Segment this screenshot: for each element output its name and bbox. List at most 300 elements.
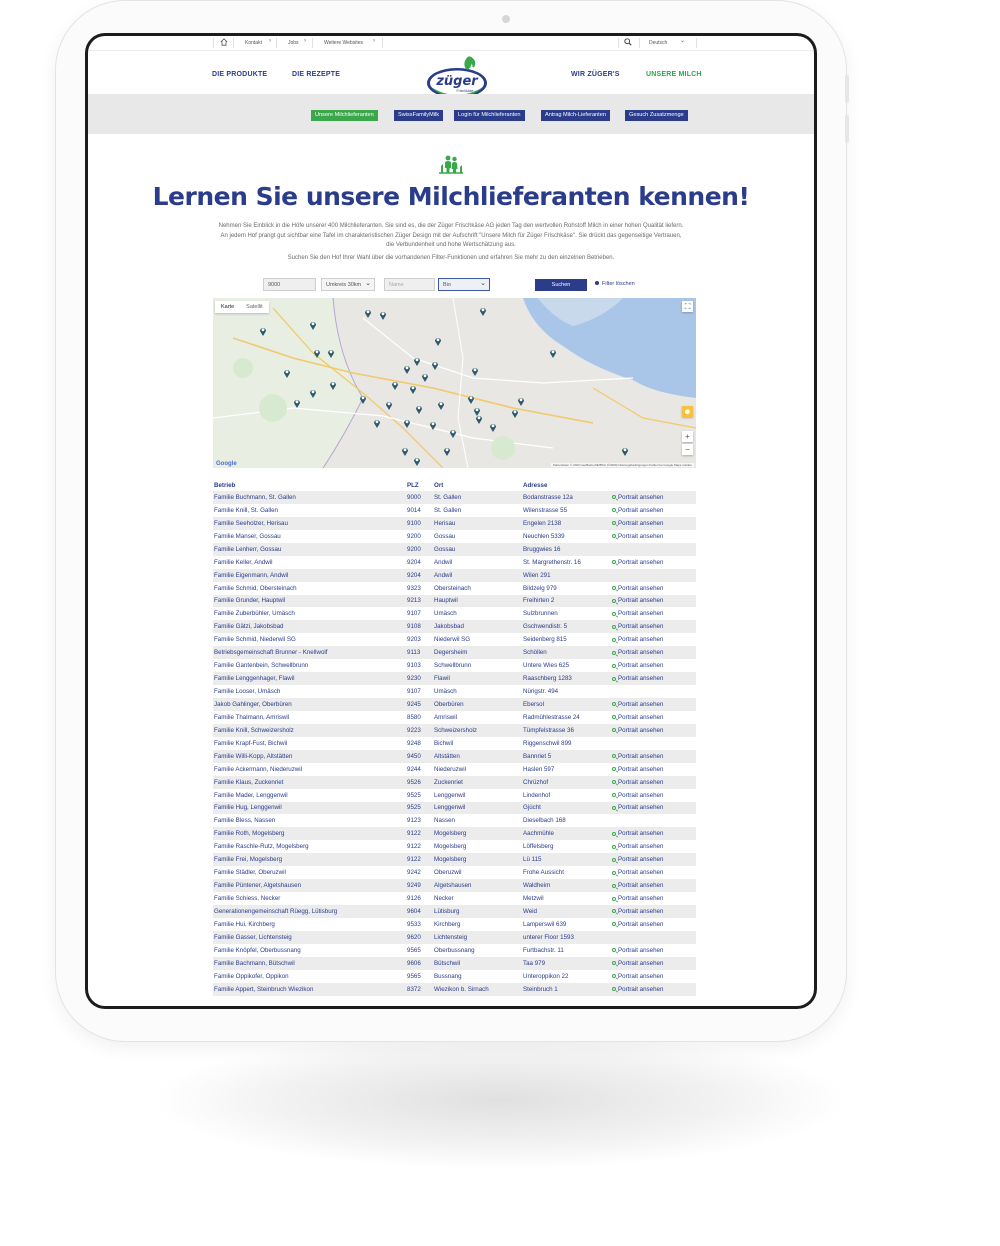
table-row — [213, 840, 696, 853]
cell-portrait[interactable] — [611, 607, 696, 620]
cell-ort: Altstätten — [433, 750, 522, 763]
zoom-in-icon[interactable]: + — [682, 431, 693, 442]
cell-plz: 9100 — [406, 517, 433, 530]
cell-betrieb[interactable]: Familie Püntener, Algetshausen — [213, 879, 406, 892]
header-plz[interactable]: PLZ — [407, 481, 419, 489]
radius-select[interactable]: Umkreis 30km ⌄ — [321, 278, 375, 291]
map-marker-icon[interactable] — [437, 400, 445, 410]
portrait-link[interactable]: Portrait ansehen — [618, 623, 664, 631]
subnav-login[interactable]: Login für Milchlieferanten — [454, 110, 525, 121]
subnav-swissfamilymilk[interactable]: SwissFamilyMilk — [394, 110, 443, 121]
topbar-link-kontakt[interactable]: Kontakt — [245, 40, 262, 46]
cell-adresse: Bannriet 5 — [522, 750, 611, 763]
cell-plz: 9107 — [407, 610, 421, 618]
magnifier-icon — [612, 651, 616, 655]
portrait-link[interactable]: Portrait ansehen — [618, 843, 664, 851]
cell-plz: 9126 — [407, 895, 421, 903]
cell-portrait[interactable] — [611, 672, 696, 685]
magnifier-icon — [612, 599, 616, 603]
cell-adresse: Frohe Aussicht — [523, 869, 564, 877]
cell-ort: St. Gallen — [433, 491, 522, 504]
google-logo: Google — [216, 461, 237, 467]
cell-betrieb[interactable]: Familie Schmid, Niederwil SG — [214, 636, 296, 644]
magnifier-icon — [612, 832, 616, 836]
portrait-link[interactable]: Portrait ansehen — [618, 856, 664, 864]
type-select[interactable]: Bio ⌄ — [438, 278, 490, 291]
portrait-link[interactable]: Portrait ansehen — [618, 493, 664, 501]
map-marker-icon[interactable] — [385, 400, 393, 410]
portrait-link[interactable]: Portrait ansehen — [618, 920, 664, 928]
map[interactable] — [213, 298, 696, 468]
map-marker-icon[interactable] — [409, 384, 417, 394]
portrait-link[interactable]: Portrait ansehen — [618, 946, 664, 954]
cell-portrait[interactable] — [611, 944, 696, 957]
cell-betrieb[interactable]: Jakob Gahlinger, Oberbüren — [213, 698, 406, 711]
cell-plz: 9223 — [406, 724, 433, 737]
cell-plz: 9249 — [406, 879, 433, 892]
header-ort[interactable]: Ort — [434, 481, 444, 489]
cell-betrieb[interactable]: Familie Klaus, Zuckenriet — [213, 776, 406, 789]
farmers-icon — [438, 154, 464, 174]
cell-portrait — [611, 685, 696, 698]
portrait-link[interactable]: Portrait ansehen — [618, 610, 664, 618]
cell-plz: 9123 — [407, 817, 421, 825]
streetview-pegman-icon[interactable]: ☻ — [683, 407, 692, 416]
cell-plz: 8580 — [407, 713, 421, 721]
map-marker-icon[interactable] — [293, 398, 301, 408]
cell-betrieb[interactable]: Familie Hui, Kirchberg — [214, 920, 275, 928]
table-header-row — [213, 479, 696, 491]
magnifier-icon — [612, 560, 616, 564]
portrait-link[interactable]: Portrait ansehen — [618, 700, 664, 708]
table-row — [213, 983, 696, 996]
cell-betrieb[interactable]: Familie Krapf-Fust, Bichwil — [214, 739, 288, 747]
portrait-link[interactable]: Portrait ansehen — [618, 726, 664, 734]
cell-ort: Oberbussnang — [434, 946, 475, 954]
cell-adresse: Taa 979 — [522, 957, 611, 970]
cell-portrait[interactable] — [611, 840, 696, 853]
map-marker-icon[interactable] — [309, 388, 317, 398]
cell-portrait[interactable] — [611, 879, 696, 892]
cell-ort: Andwil — [434, 558, 453, 566]
table-row — [213, 879, 696, 892]
table-row — [213, 685, 696, 698]
cell-ort: Bussnang — [434, 972, 462, 980]
table-row — [213, 892, 696, 905]
magnifier-icon — [612, 702, 616, 706]
cell-ort: Umäsch — [434, 610, 457, 618]
cell-plz: 9244 — [407, 765, 421, 773]
cell-portrait[interactable] — [611, 866, 696, 879]
portrait-link[interactable]: Portrait ansehen — [618, 830, 664, 838]
cell-betrieb[interactable]: Familie Looser, Umäsch — [214, 688, 281, 696]
utility-bar — [88, 36, 814, 51]
portrait-link[interactable]: Portrait ansehen — [618, 985, 664, 993]
table-row — [213, 530, 696, 543]
nav-wir-zuegers[interactable]: WIR ZÜGER'S — [571, 71, 620, 78]
cell-ort: Oberuzwil — [434, 869, 462, 877]
search-icon[interactable] — [624, 38, 632, 45]
portrait-link[interactable]: Portrait ansehen — [618, 882, 664, 890]
map-canvas[interactable] — [213, 298, 696, 468]
portrait-link[interactable]: Portrait ansehen — [618, 675, 664, 683]
map-marker-icon[interactable] — [549, 348, 557, 358]
cell-ort: Lütisburg — [433, 905, 522, 918]
cell-betrieb[interactable]: Familie Roth, Mogelsberg — [213, 827, 406, 840]
cell-betrieb[interactable]: Familie Gätzi, Jakobsbad — [213, 620, 406, 633]
cell-plz: 9565 — [407, 972, 421, 980]
map-marker-icon[interactable] — [403, 364, 411, 374]
portrait-link[interactable]: Portrait ansehen — [618, 972, 664, 980]
cell-portrait[interactable] — [611, 530, 696, 543]
cell-betrieb[interactable]: Familie Appert, Steinbruch Wiezikon — [213, 983, 406, 996]
table-row — [213, 763, 696, 776]
magnifier-icon — [612, 612, 616, 616]
cell-betrieb[interactable]: Familie Thalmann, Amriswil — [214, 713, 290, 721]
language-select[interactable]: Deutsch — [649, 40, 668, 46]
cell-plz: 9200 — [406, 543, 433, 556]
cell-plz: 9525 — [406, 802, 433, 815]
cell-portrait[interactable] — [611, 595, 696, 608]
cell-plz: 9113 — [406, 646, 433, 659]
magnifier-icon — [612, 767, 616, 771]
cell-portrait[interactable] — [611, 957, 696, 970]
cell-ort: Lenggenwil — [434, 791, 466, 799]
portrait-link[interactable]: Portrait ansehen — [618, 804, 664, 812]
cell-portrait[interactable] — [611, 853, 696, 866]
cell-portrait[interactable] — [611, 504, 696, 517]
portrait-link[interactable]: Portrait ansehen — [618, 907, 664, 915]
map-marker-icon[interactable] — [379, 310, 387, 320]
header-betrieb[interactable]: Betrieb — [214, 481, 236, 489]
topbar-link-jobs[interactable]: Jobs — [288, 40, 299, 46]
cell-ort: Andwil — [433, 569, 522, 582]
cell-betrieb[interactable]: Familie Seeholzer, Herisau — [213, 517, 406, 530]
portrait-link[interactable]: Portrait ansehen — [618, 584, 664, 592]
magnifier-icon — [612, 961, 616, 965]
cell-portrait[interactable] — [611, 918, 696, 931]
cell-portrait[interactable] — [611, 892, 696, 905]
portrait-link[interactable]: Portrait ansehen — [618, 713, 664, 721]
magnifier-icon — [612, 754, 616, 758]
magnifier-icon — [612, 586, 616, 590]
map-tab-karte[interactable]: Karte — [221, 304, 235, 310]
cell-ort: Schwellbrunn — [434, 662, 472, 670]
cell-portrait[interactable] — [611, 582, 696, 595]
cell-portrait[interactable] — [611, 646, 696, 659]
cell-betrieb[interactable]: Familie Knill, St. Gallen — [214, 506, 278, 514]
main-nav — [88, 51, 814, 96]
map-marker-icon[interactable] — [401, 446, 409, 456]
cell-portrait — [611, 737, 696, 750]
map-marker-icon[interactable] — [309, 320, 317, 330]
nav-unsere-milch[interactable]: UNSERE MILCH — [646, 71, 702, 78]
map-marker-icon[interactable] — [391, 380, 399, 390]
table-row — [213, 931, 696, 944]
cell-adresse: Unteroppikon 22 — [523, 972, 569, 980]
magnifier-icon — [612, 780, 616, 784]
magnifier-icon — [612, 638, 616, 642]
cell-portrait[interactable] — [611, 491, 696, 504]
table-row — [213, 866, 696, 879]
cell-portrait[interactable] — [611, 659, 696, 672]
cell-portrait[interactable] — [611, 983, 696, 996]
zoom-out-icon[interactable]: − — [682, 444, 693, 455]
search-button[interactable]: Suchen — [535, 279, 587, 291]
map-marker-icon[interactable] — [475, 414, 483, 424]
cell-betrieb[interactable]: Familie Frei, Mogelsberg — [213, 853, 406, 866]
map-attribution: Kartendaten © 2022 GeoBasis-DE/BKG (©2009) Nutzungsbedingungen Fehler bei Google Maps melden — [552, 463, 692, 467]
cell-betrieb[interactable]: Familie Knöpfel, Oberbussnang — [214, 946, 301, 954]
portrait-link[interactable]: Portrait ansehen — [618, 791, 664, 799]
cell-adresse: Lamperswil 639 — [523, 920, 567, 928]
cell-portrait[interactable] — [611, 556, 696, 569]
name-input[interactable]: Name — [384, 278, 435, 291]
cell-adresse: Furtbachstr. 11 — [523, 946, 564, 954]
cell-adresse: Wilen 291 — [522, 569, 611, 582]
magnifier-icon — [612, 858, 616, 862]
cell-betrieb[interactable]: Familie Bachmann, Bütschwil — [213, 957, 406, 970]
portrait-link[interactable]: Portrait ansehen — [618, 519, 664, 527]
cell-adresse: unterer Floor 1593 — [522, 931, 611, 944]
cell-adresse: Metzwil — [523, 895, 544, 903]
cell-portrait[interactable] — [611, 698, 696, 711]
map-marker-icon[interactable] — [431, 360, 439, 370]
clear-filter-link[interactable]: Filter löschen — [595, 281, 635, 287]
cell-betrieb[interactable]: Familie Städler, Oberuzwil — [214, 869, 286, 877]
table-row — [213, 711, 696, 724]
map-marker-icon[interactable] — [329, 380, 337, 390]
cell-betrieb[interactable]: Familie Eigenmann, Andwil — [213, 569, 406, 582]
cell-ort: Bütschwil — [433, 957, 522, 970]
nav-die-rezepte[interactable]: DIE REZEPTE — [292, 71, 341, 78]
cell-betrieb[interactable]: Familie Keller, Andwil — [214, 558, 273, 566]
map-marker-icon[interactable] — [449, 428, 457, 438]
table-row — [213, 814, 696, 827]
map-marker-icon[interactable] — [415, 404, 423, 414]
cell-portrait — [611, 569, 696, 582]
subnav-unsere-milchlieferanten[interactable]: Unsere Milchlieferanten — [311, 110, 378, 121]
cell-ort: Oberbüren — [433, 698, 522, 711]
cell-portrait[interactable] — [611, 802, 696, 815]
cell-plz: 9122 — [406, 853, 433, 866]
portrait-link[interactable]: Portrait ansehen — [618, 597, 664, 605]
cell-ort: Bichwil — [434, 739, 454, 747]
clear-icon — [595, 281, 599, 285]
map-marker-icon[interactable] — [413, 356, 421, 366]
map-marker-icon[interactable] — [434, 336, 442, 346]
map-marker-icon[interactable] — [511, 408, 519, 418]
cell-plz: 9565 — [407, 946, 421, 954]
cell-betrieb[interactable]: Familie Knill, Schweizersholz — [213, 724, 406, 737]
subnav-antrag[interactable]: Antrag Milch-Lieferanten — [541, 110, 610, 121]
cell-portrait[interactable] — [611, 763, 696, 776]
table-row — [213, 646, 696, 659]
cell-ort: Gossau — [433, 543, 522, 556]
magnifier-icon — [612, 534, 616, 538]
portrait-link[interactable]: Portrait ansehen — [618, 662, 664, 670]
cell-portrait[interactable] — [611, 711, 696, 724]
cell-betrieb[interactable]: Familie Mader, Lenggenwil — [214, 791, 288, 799]
map-marker-icon[interactable] — [517, 396, 525, 406]
cell-ort: Flawil — [433, 672, 522, 685]
plz-input[interactable]: 9000 — [263, 278, 316, 291]
cell-ort: Lenggenwil — [433, 802, 522, 815]
map-marker-icon[interactable] — [621, 446, 629, 456]
table-row — [213, 750, 696, 763]
cell-betrieb[interactable]: Familie Lenggenhager, Flawil — [213, 672, 406, 685]
portrait-link[interactable]: Portrait ansehen — [618, 532, 664, 540]
cell-plz: 9604 — [406, 905, 433, 918]
chevron-right-icon: › — [304, 38, 306, 44]
magnifier-icon — [612, 987, 616, 991]
map-marker-icon[interactable] — [403, 418, 411, 428]
cell-adresse: Radmühlestrasse 24 — [523, 713, 580, 721]
cell-plz: 9230 — [406, 672, 433, 685]
cell-portrait[interactable] — [611, 905, 696, 918]
portrait-link[interactable]: Portrait ansehen — [618, 506, 664, 514]
cell-betrieb[interactable]: Familie Schiess, Necker — [214, 895, 281, 903]
supplier-table — [213, 479, 696, 996]
table-row — [213, 556, 696, 569]
table-row — [213, 724, 696, 737]
portrait-link[interactable]: Portrait ansehen — [618, 765, 664, 773]
map-marker-icon[interactable] — [429, 420, 437, 430]
cell-betrieb[interactable]: Familie Schmid, Obersteinach — [214, 584, 297, 592]
cell-plz: 9122 — [406, 827, 433, 840]
portrait-link[interactable]: Portrait ansehen — [618, 636, 664, 644]
cell-plz: 9204 — [406, 569, 433, 582]
subnav-gesuch[interactable]: Gesuch Zusatzmenge — [625, 110, 688, 121]
cell-betrieb[interactable]: Betriebsgemeinschaft Brunner - Knellwolf — [213, 646, 406, 659]
cell-plz: 9204 — [407, 558, 421, 566]
nav-die-produkte[interactable]: DIE PRODUKTE — [212, 71, 268, 78]
cell-portrait[interactable] — [611, 827, 696, 840]
cell-adresse: Aachmühle — [522, 827, 611, 840]
portrait-link[interactable]: Portrait ansehen — [618, 895, 664, 903]
cell-plz: 9450 — [406, 750, 433, 763]
cell-adresse: Tümpfelstrasse 36 — [522, 724, 611, 737]
cell-adresse: Lü 115 — [522, 853, 611, 866]
cell-ort: Algetshausen — [433, 879, 522, 892]
intro-text: Nehmen Sie Einblick in die Höfe unserer 400 Milchlieferanten. Sie sind es, die der Züger Frischkäse AG jeden Tag den wertvollen Rohstoff Milch in einer hohen Qualität liefern. An jedem Hof prangt gut sichtbar eine Tafel im charakteristischen Züger Design mit der Aufschrift "Unsere Milch für Züger Frischkäse". Sie drückt das gegenseitige Vertrauen, die Verbundenheit und hohe Wertschätzung aus. — [218, 223, 684, 248]
map-marker-icon[interactable] — [373, 418, 381, 428]
map-marker-icon[interactable] — [421, 372, 429, 382]
cell-adresse: Wilenstrasse 55 — [523, 506, 568, 514]
cell-betrieb[interactable]: Familie Gantenbein, Schwellbrunn — [214, 662, 309, 670]
map-tab-satellit[interactable]: Satellit — [246, 304, 263, 310]
cell-portrait[interactable] — [611, 789, 696, 802]
table-row — [213, 853, 696, 866]
cell-plz: 9606 — [406, 957, 433, 970]
map-marker-icon[interactable] — [313, 348, 321, 358]
cell-plz: 9323 — [407, 584, 421, 592]
map-marker-icon[interactable] — [443, 446, 451, 456]
map-marker-icon[interactable] — [467, 394, 475, 404]
home-icon[interactable] — [220, 38, 228, 45]
cell-portrait[interactable] — [611, 724, 696, 737]
cell-adresse: Engelen 2138 — [522, 517, 611, 530]
cell-betrieb[interactable]: Familie Willi-Kopp, Altstätten — [213, 750, 406, 763]
cell-betrieb[interactable]: Familie Hug, Lenggenwil — [213, 802, 406, 815]
map-marker-icon[interactable] — [471, 366, 479, 376]
cell-adresse: Raaschberg 1283 — [522, 672, 611, 685]
table-row — [213, 620, 696, 633]
cell-portrait[interactable] — [611, 776, 696, 789]
table-row — [213, 659, 696, 672]
map-marker-icon[interactable] — [283, 368, 291, 378]
cell-ort: Obersteinach — [434, 584, 471, 592]
table-row — [213, 944, 696, 957]
cell-portrait[interactable] — [611, 970, 696, 983]
cell-betrieb[interactable]: Familie Raschle-Rutz, Mogelsberg — [214, 843, 309, 851]
cell-portrait[interactable] — [611, 620, 696, 633]
map-marker-icon[interactable] — [327, 348, 335, 358]
table-row — [213, 737, 696, 750]
cell-betrieb[interactable]: Familie Buchmann, St. Gallen — [213, 491, 406, 504]
map-marker-icon[interactable] — [359, 394, 367, 404]
cell-ort: Jakobsbad — [433, 620, 522, 633]
chevron-right-icon: › — [269, 38, 271, 44]
cell-plz: 9525 — [407, 791, 421, 799]
portrait-link[interactable]: Portrait ansehen — [618, 959, 664, 967]
cell-betrieb[interactable]: Familie Bless, Nassen — [214, 817, 276, 825]
cell-portrait[interactable] — [611, 633, 696, 646]
topbar-link-websites[interactable]: Weitere Websites — [324, 40, 363, 46]
device-shadow — [150, 1030, 850, 1170]
magnifier-icon — [612, 625, 616, 629]
cell-betrieb[interactable]: Familie Grunder, Hauptwil — [213, 595, 406, 608]
cell-plz: 9000 — [406, 491, 433, 504]
fullscreen-icon[interactable]: ⛶ — [682, 301, 693, 312]
map-marker-icon[interactable] — [479, 306, 487, 316]
cell-plz: 9014 — [407, 506, 421, 514]
cell-betrieb[interactable]: Familie Manser, Gossau — [214, 532, 281, 540]
cell-portrait — [611, 814, 696, 827]
cell-betrieb[interactable]: Familie Ackermann, Niederuzwil — [214, 765, 303, 773]
cell-portrait[interactable] — [611, 517, 696, 530]
map-marker-icon[interactable] — [489, 422, 497, 432]
cell-plz: 9213 — [406, 595, 433, 608]
cell-ort: Mogelsberg — [434, 843, 467, 851]
cell-betrieb[interactable]: Generationengemeinschaft Rüegg, Lütisburg — [213, 905, 406, 918]
header-adresse[interactable]: Adresse — [523, 481, 548, 489]
map-marker-icon[interactable] — [413, 456, 421, 466]
cell-betrieb[interactable]: Familie Lenherr, Gossau — [213, 543, 406, 556]
portrait-link[interactable]: Portrait ansehen — [618, 869, 664, 877]
chevron-right-icon: › — [373, 38, 375, 44]
table-row — [213, 970, 696, 983]
cell-betrieb[interactable]: Familie Gasser, Lichtensteig — [213, 931, 406, 944]
portrait-link[interactable]: Portrait ansehen — [618, 778, 664, 786]
cell-adresse: Lindenhof — [523, 791, 551, 799]
cell-betrieb[interactable]: Familie Zuberbühler, Umäsch — [214, 610, 295, 618]
cell-ort: Nassen — [434, 817, 455, 825]
magnifier-icon — [612, 871, 616, 875]
cell-plz: 8372 — [406, 983, 433, 996]
cell-adresse: Neuchlen 5339 — [523, 532, 565, 540]
map-marker-icon[interactable] — [259, 326, 267, 336]
cell-betrieb[interactable]: Familie Oppikofer, Oppikon — [214, 972, 289, 980]
cell-plz: 9200 — [407, 532, 421, 540]
cell-portrait[interactable] — [611, 750, 696, 763]
portrait-link[interactable]: Portrait ansehen — [618, 752, 664, 760]
map-marker-icon[interactable] — [364, 308, 372, 318]
cell-portrait — [611, 931, 696, 944]
portrait-link[interactable]: Portrait ansehen — [618, 558, 664, 566]
portrait-link[interactable]: Portrait ansehen — [618, 649, 664, 657]
cell-adresse: Untere Wies 625 — [523, 662, 570, 670]
